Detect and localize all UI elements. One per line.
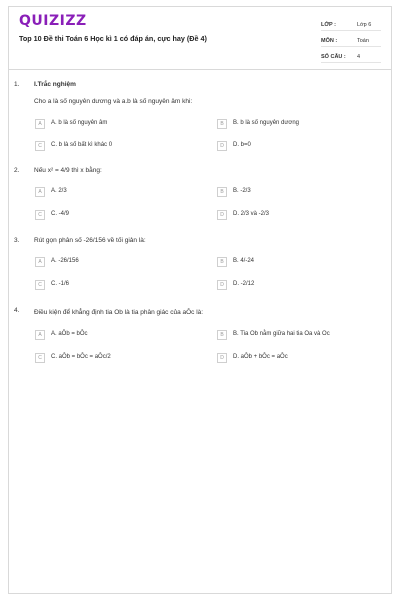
meta-value: 4: [357, 54, 361, 60]
option-text: B. 4/-24: [233, 258, 255, 264]
meta-row-subject: [321, 33, 381, 47]
worksheet-header: [9, 7, 391, 70]
option-key-box: B: [217, 119, 227, 129]
question-text: Điều kiện để khẳng định tia Ob là tia phân giác của aÔc là:: [34, 309, 204, 316]
meta-row-grade: [321, 17, 381, 31]
question-text: Rút gọn phân số -26/156 về tối giản là:: [34, 237, 146, 244]
option-text: D. -2/12: [233, 281, 255, 287]
option-key-box: A: [35, 330, 45, 340]
question-text: Cho a là số nguyên dương và a.b là số nguyên âm khi:: [34, 98, 193, 105]
meta-label: MÔN :: [321, 38, 338, 44]
option-key-box: C: [35, 141, 45, 151]
option-text: B. -2/3: [233, 188, 251, 194]
option-text: D. b=0: [233, 142, 251, 148]
option-key-box: C: [35, 280, 45, 290]
option-text: B. Tia Ob nằm giữa hai tia Oa và Oc: [233, 331, 330, 337]
option-key-box: B: [217, 257, 227, 267]
option-text: D. 2/3 và -2/3: [233, 211, 270, 217]
section-title: I.Trắc nghiệm: [34, 81, 76, 88]
meta-info: [321, 17, 381, 65]
meta-label: SỐ CÂU :: [321, 54, 346, 60]
meta-value: Toán: [357, 38, 369, 44]
option-text: C. -1/6: [51, 281, 70, 287]
question-text: Nếu x² = 4/9 thì x bằng:: [34, 167, 102, 174]
option-text: B. b là số nguyên dương: [233, 120, 299, 126]
question-number: 1.: [14, 81, 20, 88]
option-text: A. 2/3: [51, 188, 67, 194]
option-key-box: B: [217, 187, 227, 197]
option-key-box: A: [35, 119, 45, 129]
option-text: C. aÔb = bÔc = aÔc/2: [51, 354, 111, 360]
option-text: A. b là số nguyên âm: [51, 120, 108, 126]
page-title: Top 10 Đề thi Toán 6 Học kì 1 có đáp án, cực hay (Đề 4): [19, 34, 207, 43]
option-key-box: A: [35, 257, 45, 267]
option-key-box: B: [217, 330, 227, 340]
option-key-box: C: [35, 353, 45, 363]
question-number: 2.: [14, 167, 20, 174]
option-text: D. aÔb + bÔc = aÔc: [233, 354, 288, 360]
question-number: 4.: [14, 307, 20, 314]
option-text: C. b là số bất kì khác 0: [51, 142, 113, 148]
option-text: C. -4/9: [51, 211, 70, 217]
option-text: A. aÔb = bÔc: [51, 331, 88, 337]
option-key-box: D: [217, 141, 227, 151]
quizizz-logo: QUIZIZZ: [19, 13, 87, 29]
worksheet-page: [8, 6, 392, 594]
option-key-box: A: [35, 187, 45, 197]
meta-row-question-count: [321, 49, 381, 63]
option-key-box: C: [35, 210, 45, 220]
option-key-box: D: [217, 210, 227, 220]
meta-value: Lớp 6: [357, 22, 372, 28]
option-key-box: D: [217, 280, 227, 290]
meta-label: LỚP :: [321, 22, 336, 28]
option-text: A. -26/156: [51, 258, 79, 264]
question-number: 3.: [14, 237, 20, 244]
option-key-box: D: [217, 353, 227, 363]
